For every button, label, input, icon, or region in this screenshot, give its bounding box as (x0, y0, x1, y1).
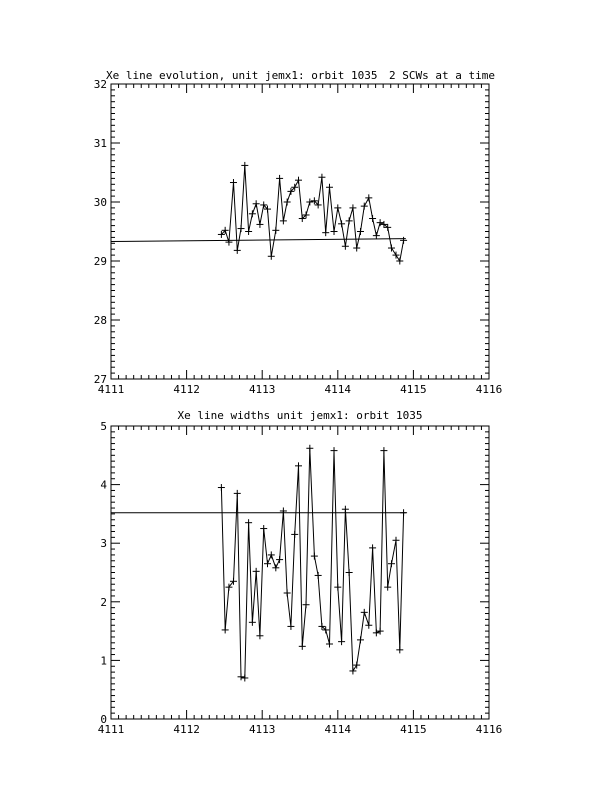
top-data-point (238, 225, 245, 232)
top-data-point (295, 177, 302, 184)
top-reference-line (111, 239, 406, 242)
top-x-tick-label: 4115 (400, 383, 427, 396)
top-data-point (280, 217, 287, 224)
top-x-tick-label: 4112 (173, 383, 200, 396)
bottom-x-tick-label: 4112 (173, 723, 200, 736)
bottom-data-point (272, 564, 279, 571)
top-ticks (111, 84, 489, 379)
bottom-data-point (238, 673, 245, 680)
top-x-tick-label: 4113 (248, 383, 276, 396)
bottom-data-point (326, 640, 333, 647)
top-y-tick-label: 27 (93, 373, 107, 386)
bottom-tick-labels (98, 420, 503, 736)
top-series (111, 162, 407, 265)
bottom-data-point (253, 568, 260, 575)
bottom-data-point (361, 609, 368, 616)
top-y-tick-label: 30 (93, 196, 107, 209)
bottom-data-point (369, 544, 376, 551)
top-data-point (373, 232, 380, 239)
bottom-panel (98, 409, 503, 736)
bottom-data-point (396, 646, 403, 653)
top-data-point (230, 179, 237, 186)
bottom-data-point (384, 584, 391, 591)
top-data-point (400, 237, 407, 244)
bottom-data-point (353, 662, 360, 669)
bottom-y-tick-label: 0 (100, 713, 107, 726)
bottom-data-point (400, 509, 407, 516)
top-title-right: 2 SCWs at a time (389, 69, 495, 82)
bottom-data-point (234, 490, 241, 497)
bottom-data-point (291, 531, 298, 538)
bottom-data-point (264, 560, 271, 567)
top-data-point (396, 258, 403, 265)
bottom-y-tick-label: 2 (100, 595, 107, 609)
bottom-data-point (334, 584, 341, 591)
top-data-point (338, 220, 345, 227)
bottom-data-point (393, 537, 400, 544)
top-data-point (357, 228, 364, 235)
bottom-data-point (342, 506, 349, 513)
bottom-x-tick-label: 4115 (400, 723, 427, 736)
top-data-point (256, 221, 263, 228)
bottom-x-tick-label: 4116 (475, 723, 503, 736)
bottom-data-point (276, 556, 283, 563)
bottom-data-point (249, 619, 256, 626)
top-x-tick-label: 4114 (324, 383, 352, 396)
bottom-data-point (315, 572, 322, 579)
top-data-point (326, 184, 333, 191)
bottom-x-tick-label: 4114 (324, 723, 352, 736)
top-data-point (377, 219, 384, 226)
bottom-data-point (349, 667, 356, 674)
top-x-tick-label: 4111 (97, 383, 125, 396)
top-y-tick-label: 29 (93, 255, 107, 268)
top-data-point (225, 239, 232, 246)
bottom-title: Xe line widths unit jemx1: orbit 1035 (177, 409, 423, 422)
bottom-data-point (287, 623, 294, 630)
bottom-data-point (377, 628, 384, 635)
top-y-tick-label: 32 (93, 78, 107, 91)
top-data-point (284, 199, 291, 206)
top-y-tick-label: 28 (93, 314, 107, 327)
bottom-data-line (221, 448, 403, 678)
bottom-y-tick-label: 3 (100, 537, 107, 551)
top-data-point (331, 228, 338, 235)
top-data-point (346, 217, 353, 224)
top-data-point (349, 204, 356, 211)
top-title-left: Xe line evolution, unit jemx1: orbit 1035 (106, 69, 378, 82)
bottom-data-point (357, 636, 364, 643)
top-data-point (334, 204, 341, 211)
bottom-y-tick-label: 4 (100, 478, 107, 492)
top-data-point (241, 162, 248, 169)
top-data-point (393, 252, 400, 259)
top-data-point (245, 228, 252, 235)
bottom-data-point (365, 622, 372, 629)
top-data-point (276, 175, 283, 182)
bottom-data-point (346, 569, 353, 576)
bottom-data-point (295, 462, 302, 469)
top-plot-frame (111, 84, 489, 379)
bottom-ticks (111, 426, 489, 719)
bottom-data-point (373, 629, 380, 636)
bottom-data-point (306, 445, 313, 452)
top-data-line (221, 165, 403, 261)
top-data-point (249, 210, 256, 217)
bottom-series (111, 445, 407, 682)
bottom-plot-frame (111, 426, 489, 719)
bottom-data-point (256, 632, 263, 639)
bottom-data-point (388, 560, 395, 567)
bottom-data-point (299, 643, 306, 650)
top-panel (94, 69, 503, 396)
bottom-x-tick-label: 4113 (248, 723, 276, 736)
top-x-tick-label: 4116 (475, 383, 503, 396)
top-data-point (268, 253, 275, 260)
bottom-data-point (241, 674, 248, 681)
bottom-data-point (380, 447, 387, 454)
bottom-data-point (338, 638, 345, 645)
top-data-point (365, 194, 372, 201)
top-data-point (234, 247, 241, 254)
bottom-y-tick-label: 5 (100, 420, 107, 433)
bottom-data-point (303, 601, 310, 608)
bottom-data-point (218, 484, 225, 491)
bottom-data-point (280, 507, 287, 514)
top-data-point (342, 243, 349, 250)
top-data-point (318, 174, 325, 181)
bottom-data-point (245, 519, 252, 526)
bottom-data-point (268, 551, 275, 558)
bottom-y-tick-label: 1 (100, 654, 107, 668)
top-data-point (272, 227, 279, 234)
top-tick-labels (94, 78, 503, 396)
bottom-data-point (311, 553, 318, 560)
top-data-point (388, 245, 395, 252)
top-y-tick-label: 31 (93, 137, 107, 150)
top-data-point (353, 245, 360, 252)
bottom-data-point (222, 626, 229, 633)
bottom-data-point (260, 525, 267, 532)
top-data-point (369, 215, 376, 222)
bottom-data-point (284, 590, 291, 597)
top-data-point (322, 229, 329, 236)
top-data-point (306, 199, 313, 206)
top-data-point (361, 203, 368, 210)
bottom-data-point (331, 447, 338, 454)
top-data-point (253, 200, 260, 207)
bottom-x-tick-label: 4111 (97, 723, 125, 736)
